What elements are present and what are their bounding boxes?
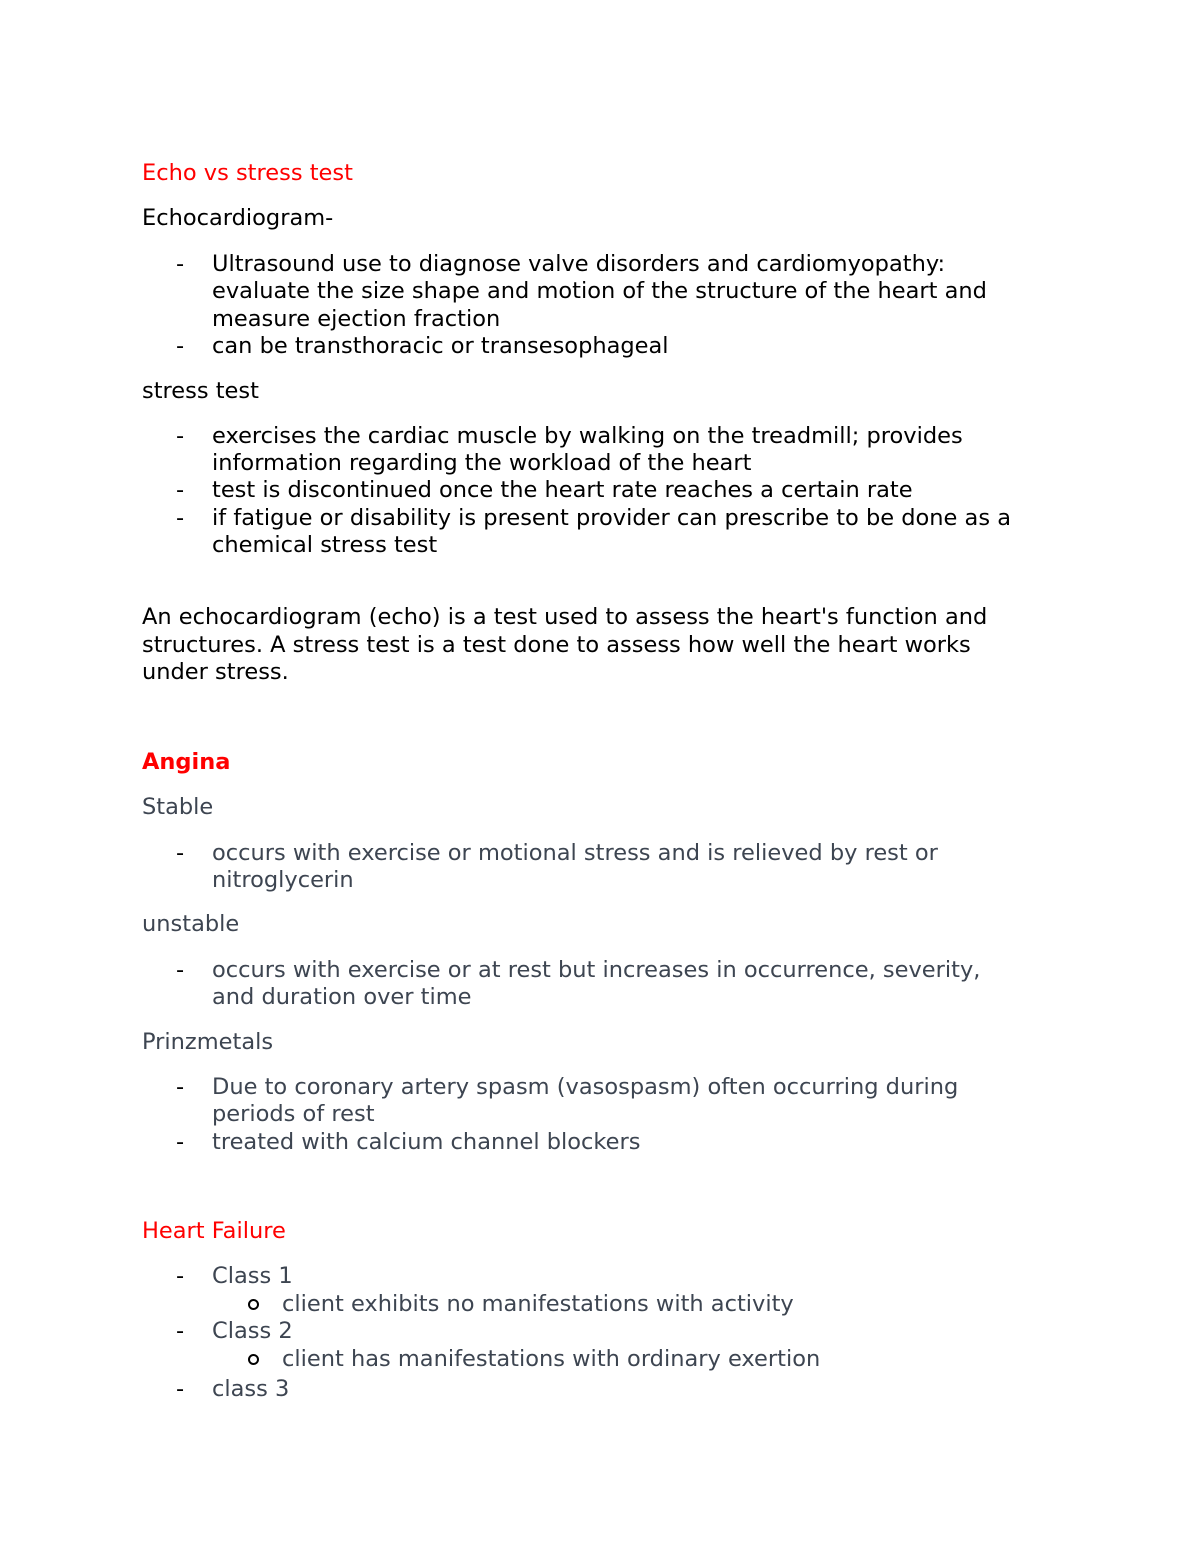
class-label: Class 1: [212, 1263, 293, 1289]
class-detail: client has manifestations with ordinary exertion: [282, 1346, 821, 1372]
list-dash: -: [176, 957, 185, 983]
summary-paragraph-line: structures. A stress test is a test done to assess how well the heart works: [142, 632, 971, 658]
list-dash: -: [176, 505, 185, 531]
list-item-line: information regarding the workload of the heart: [212, 450, 752, 476]
summary-paragraph-line: under stress.: [142, 659, 289, 685]
class-label: class 3: [212, 1376, 290, 1402]
hollow-bullet-icon: [248, 1354, 259, 1365]
list-item-line: treated with calcium channel blockers: [212, 1129, 641, 1155]
echocardiogram-label: Echocardiogram-: [142, 205, 334, 231]
stress-test-label: stress test: [142, 378, 259, 404]
list-item-line: exercises the cardiac muscle by walking on the treadmill; provides: [212, 423, 963, 449]
stable-label: Stable: [142, 794, 214, 820]
list-dash: -: [176, 423, 185, 449]
prinzmetals-label: Prinzmetals: [142, 1029, 274, 1055]
list-dash: -: [176, 1318, 185, 1344]
list-item-line: chemical stress test: [212, 532, 438, 558]
list-dash: -: [176, 1376, 185, 1402]
list-dash: -: [176, 1129, 185, 1155]
list-item-line: occurs with exercise or motional stress and is relieved by rest or: [212, 840, 938, 866]
unstable-label: unstable: [142, 911, 240, 937]
list-dash: -: [176, 477, 185, 503]
list-item-line: occurs with exercise or at rest but increases in occurrence, severity,: [212, 957, 981, 983]
list-dash: -: [176, 840, 185, 866]
section-heading-heart-failure: Heart Failure: [142, 1218, 286, 1244]
summary-paragraph-line: An echocardiogram (echo) is a test used to assess the heart's function and: [142, 604, 988, 630]
list-item-line: if fatigue or disability is present provider can prescribe to be done as a: [212, 505, 1011, 531]
section-heading-echo: Echo vs stress test: [142, 160, 353, 186]
list-item-line: evaluate the size shape and motion of the structure of the heart and: [212, 278, 987, 304]
list-dash: -: [176, 1074, 185, 1100]
list-item-line: test is discontinued once the heart rate reaches a certain rate: [212, 477, 913, 503]
list-dash: -: [176, 1263, 185, 1289]
list-item-line: nitroglycerin: [212, 867, 354, 893]
section-heading-angina: Angina: [142, 749, 231, 775]
list-item-line: Ultrasound use to diagnose valve disorders and cardiomyopathy:: [212, 251, 946, 277]
class-detail: client exhibits no manifestations with activity: [282, 1291, 794, 1317]
list-item-line: measure ejection fraction: [212, 306, 501, 332]
hollow-bullet-icon: [248, 1299, 259, 1310]
list-dash: -: [176, 251, 185, 277]
class-label: Class 2: [212, 1318, 293, 1344]
list-dash: -: [176, 333, 185, 359]
list-item-line: Due to coronary artery spasm (vasospasm) often occurring during: [212, 1074, 959, 1100]
list-item-line: periods of rest: [212, 1101, 375, 1127]
list-item-line: can be transthoracic or transesophageal: [212, 333, 669, 359]
list-item-line: and duration over time: [212, 984, 472, 1010]
